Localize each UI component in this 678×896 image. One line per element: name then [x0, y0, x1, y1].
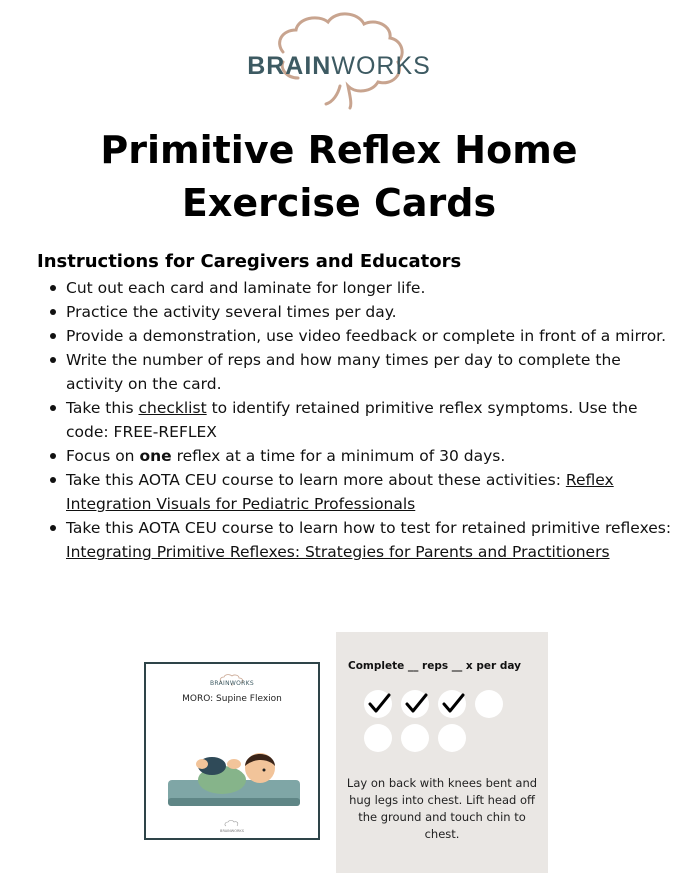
reflex-integration-course-link[interactable]: Reflex Integration Visuals for Pediatric Professionals — [66, 471, 614, 513]
integrating-reflexes-course-link[interactable]: Integrating Primitive Reflexes: Strategies for Parents and Practitioners — [66, 543, 610, 561]
instruction-item: Take this checklist to identify retained primitive reflex symptoms. Use the code: FREE-REFLEX — [66, 396, 676, 444]
supine-flexion-illustration-icon — [164, 736, 304, 812]
empty-circle[interactable] — [364, 724, 392, 752]
checkmark-icon — [367, 692, 391, 716]
exercise-description: Lay on back with knees bent and hug legs into chest. Lift head off the ground and touch chin to chest. — [346, 776, 538, 841]
instruction-item: Provide a demonstration, use video feedback or complete in front of a mirror. — [66, 324, 676, 348]
empty-circle[interactable] — [475, 690, 503, 718]
checkmark-icon — [404, 692, 428, 716]
checklist-link[interactable]: checklist — [138, 399, 207, 417]
instructions-heading: Instructions for Caregivers and Educators — [37, 251, 462, 272]
checkmark-icon — [441, 692, 465, 716]
empty-circle[interactable] — [438, 724, 466, 752]
card-title: MORO: Supine Flexion — [182, 694, 282, 704]
instruction-item: Cut out each card and laminate for longer life. — [66, 276, 676, 300]
checked-circle[interactable] — [438, 690, 466, 718]
reps-per-day-heading: Complete __ reps __ x per day — [348, 660, 521, 672]
card-logo-text: BRAINWORKS — [210, 680, 254, 687]
logo-wordmark: BRAINWORKS — [247, 52, 431, 80]
page-title — [0, 124, 678, 230]
checked-circle[interactable] — [401, 690, 429, 718]
card-footer-brain-icon — [222, 820, 242, 828]
title-line-2: Exercise Cards — [181, 181, 497, 225]
title-line-1: Primitive Reflex Home — [100, 128, 578, 172]
instruction-item: Focus on one reflex at a time for a minimum of 30 days. — [66, 444, 676, 468]
instruction-item: Write the number of reps and how many times per day to complete the activity on the card. — [66, 348, 676, 396]
emphasis-one: one — [139, 447, 172, 465]
instruction-item: Practice the activity several times per day. — [66, 300, 676, 324]
instruction-item: Take this AOTA CEU course to learn how to test for retained primitive reflexes: Integrating Primitive Reflexes: Strategies for Parents and Practitioners — [66, 516, 676, 564]
card-footer-text: BRAINWORKS — [220, 829, 244, 833]
checked-circle[interactable] — [364, 690, 392, 718]
instruction-item: Take this AOTA CEU course to learn more about these activities: Reflex Integration Visuals for Pediatric Professionals — [66, 468, 676, 516]
brainworks-logo — [0, 8, 678, 112]
exercise-card — [144, 662, 320, 840]
instructions-list — [37, 276, 676, 564]
tracker-panel — [336, 632, 548, 873]
empty-circle[interactable] — [401, 724, 429, 752]
